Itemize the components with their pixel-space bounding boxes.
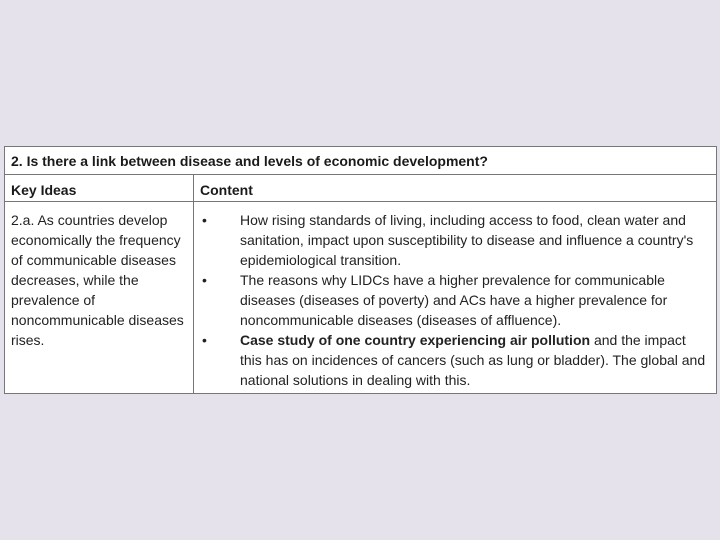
list-item [194, 270, 710, 330]
document-page [4, 146, 716, 394]
header-content: Content [194, 175, 717, 202]
bullet-text: The reasons why LIDCs have a higher prevalence for communicable diseases (diseases of poverty) and ACs have a higher prevalence for noncommunicable diseases (diseases of affluence). [240, 272, 668, 328]
case-study-text: and the impact this has on incidences of cancers (such as lung or bladder). The global and national solutions in dealing with this. [240, 332, 706, 388]
table-title: 2. Is there a link between disease and levels of economic development? [5, 147, 717, 175]
table-row [5, 202, 717, 394]
header-key-ideas: Key Ideas [5, 175, 194, 202]
list-item [194, 330, 710, 390]
bullet-text: How rising standards of living, including access to food, clean water and sanitation, impact upon susceptibility to disease and influence a country's epidemiological transition. [240, 212, 694, 268]
content-bullet-list [194, 210, 710, 390]
case-study-lead: Case study of one country experiencing air pollution [240, 332, 591, 348]
content-cell [194, 202, 717, 394]
bullet-icon: • [202, 272, 207, 288]
bullet-icon: • [202, 212, 207, 228]
key-idea-text: 2.a. As countries develop economically the frequency of communicable diseases decreases, while the prevalence of noncommunicable diseases rises. [5, 202, 194, 394]
specification-table [4, 146, 717, 394]
header-row [5, 175, 717, 202]
list-item [194, 210, 710, 270]
bullet-text [240, 330, 710, 390]
bullet-icon: • [202, 332, 207, 348]
title-row [5, 147, 717, 175]
